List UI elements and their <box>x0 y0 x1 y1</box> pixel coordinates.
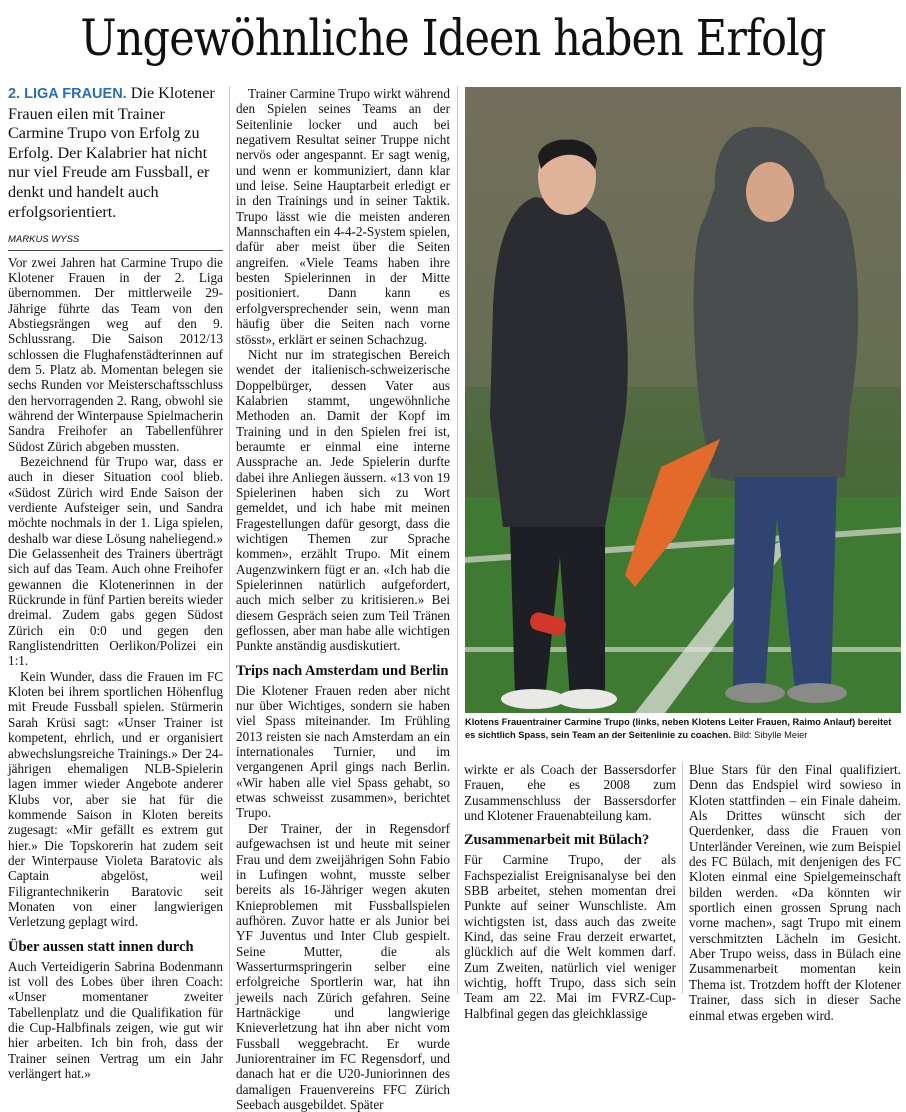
column-1 <box>8 84 223 1081</box>
photo-caption <box>465 716 901 743</box>
subheading: Zusammenarbeit mit Bülach? <box>464 832 650 849</box>
column-divider <box>457 86 458 994</box>
byline: MARKUS WYSS <box>8 232 223 250</box>
body-paragraph: Die Klotener Frauen reden aber nicht nur über Wichtiges, sondern sie haben viel Spass miteinander. Im Frühling 2013 reisten sie nach Amsterdam an ein internationales Turnier, und im vergangenen April gings nach Berlin. «Wir haben alle viel Spass gehabt, so etwas schweisst zusammen», berichtet Trupo. <box>236 682 450 821</box>
body-paragraph: Auch Verteidigerin Sabrina Bodenmann ist voll des Lobes über ihren Coach: «Unser momentaner zweiter Tabellenplatz und die Qualifikation für die Cup-Halbfinals zeigen, wie gut wir hier arbeiten. Ich bin froh, dass der Trainer seinen Vertrag um ein Jahr verlängert hat.» <box>8 958 223 1082</box>
column-divider <box>229 86 230 994</box>
body-paragraph: Bezeichnend für Trupo war, dass er auch in dieser Situation cool blieb. «Südost Zürich wird Ende Saison der verdiente Aufsteiger sein, und Sandra möchte nochmals in der 1. Liga spielen, deshalb war diese Lösung naheliegend.» Die Gelassenheit des Trainers überträgt sich auf das Team. Auch ohne Freihofer gewannen die Klotenerinnen in der Rückrunde in fünf Partien bereits wieder dreimal. Zudem gabs gegen Südost Zürich ein 0:0 und gegen den Ranglistendritten Oerlikon/Polizei ein 1:1. <box>8 453 223 669</box>
body-paragraph: Vor zwei Jahren hat Carmine Trupo die Klotener Frauen in der 2. Liga übernommen. Der mittlerweile 29-Jährige führte das Team von den Abstiegsrängen weg auf den 9. Schlussrang. Die Saison 2012/13 schlossen die Flughafenstädterinnen auf dem 5. Platz ab. Momentan belegen sie sechs Runden vor Meisterschaftsschluss den hervorragenden 2. Rang, obwohl sie während der Winterpause Spielmacherin Sandra Freihofer an Tabellenführer Südost Zürich abgeben mussten. <box>8 254 223 454</box>
column-4 <box>689 762 901 1023</box>
body-paragraph: Trainer Carmine Trupo wirkt während den Spielen seines Teams an der Seitenlinie locker und auch bei negativem Resultat seiner Truppe nicht nervös oder angespannt. Er sagt wenig, und wenn er kommuniziert, dann klar und leise. Seine Hauptarbeit erledigt er in den Trainings und in seiner Taktik. Trupo lässt wie die meisten anderen Mannschaften ein 4-4-2-System spielen, dafür aber meist über die Seiten angreifen. «Viele Teams haben ihre besten Spielerinnen in der Mitte positioniert. Dann kann es erfolgversprechender sein, wenn man häufig über die Seiten nach vorne stösst», erklärt er seinen Schachzug. <box>236 86 450 347</box>
subheading: Über aussen statt innen durch <box>8 938 194 955</box>
lead-text: Die Klotener Frauen eilen mit Trainer Carmine Trupo von Erfolg zu Erfolg. Der Kalabrier hat nicht nur viel Freude am Fussball, er denkt und handelt auch erfolgsorientiert. <box>8 84 215 221</box>
body-paragraph: Für Carmine Trupo, der als Fachspezialist Ereignisanalyse bei den SBB arbeitet, stehen momentan drei Punkte auf seiner Wunschliste. Am wichtigsten ist, dass auch das zweite Kind, das seine Frau derzeit erwartet, glücklich auf die Welt kommen darf. Zum Zweiten, natürlich viel weniger wichtig, hofft Trupo, dass sich sein Team am 22. Mai im FVRZ-Cup-Halbfinal gegen das gleichklassige <box>464 852 676 1021</box>
headline: Ungewöhnliche Ideen haben Erfolg <box>80 9 826 67</box>
body-paragraph: Nicht nur im strategischen Bereich wendet der italienisch-schweizerische Doppelbürger, dessen Vater aus Kalabrien stammt, ungewöhnliche Methoden an. Damit der Kopf im Training und in den Spielen frei ist, beraumte er einmal eine interne Aussprache an. Jede Spielerin durfte dabei ihre Anliegen äussern. «13 von 19 Spielerinen haben sich zu Wort gemeldet, und ich habe mit meinen Fragestellungen dafür gesorgt, dass die wichtigen Themen zur Sprache kommen», erzählt Trupo. Mit einem Augenzwinkern fügt er an. «Ich hab die Spielerinnen natürlich aufgefordert, auch mich selber zu kritisieren.» Bei diesem Gespräch seien zum Teil Tränen geflossen, aber man habe alle wichtigen Punkte anständig ausdiskutiert. <box>236 346 450 654</box>
body-paragraph: Der Trainer, der in Regensdorf aufgewachsen ist und heute mit seiner Frau und dem zweijährigen Sohn Fabio in Lufingen wohnt, musste selber bereits als 16-Jähriger wegen akuten Knieproblemen mit Fussballspielen aufhören. Zuvor hatte er als Junior bei YF Juventus und Inter Club gespielt. Seine Mutter, die als Wasserturmspringerin selber eine erfolgreiche Sportlerin war, hat ihn jeweils nach Zürich gefahren. Seine Hartnäckige und langwierige Knieverletzung hat ihn aber nicht vom Fussball weggebracht. Er wurde Juniorentrainer im FC Regensdorf, und danach hat er die U20-Juniorinnen des damaligen Frauenvereins FFC Zürich Seebach ausgebildet. Später <box>236 820 450 1112</box>
body-paragraph: wirkte er als Coach der Bassersdorfer Frauen, ehe es 2008 zum Zusammenschluss der Bassersdorfer und Klotener Frauenabteilung kam. <box>464 762 676 824</box>
body-paragraph: Kein Wunder, dass die Frauen im FC Kloten bei ihrem sportlichen Höhenflug mit Freude Fussball spielen. Stürmerin Sarah Krüsi sagt: «Unser Trainer ist kompetent, ehrlich, und er organisiert abwechslungsreiche Trainings.» Der 24-jährigen ehemaligen NLB-Spielerin lagen immer wieder Angebote anderer Klubs vor, aber sie hat für die kommende Saison in Kloten bereits zugesagt: «Mir gefällt es extrem gut hier.» Die Topskorerin hat zudem seit der Winterpause Violeta Baratovic als Captain abgelöst, weil Filigrantechnikerin Baratovic seit Monaten von einer langwierigen Verletzung geplagt wird. <box>8 668 223 930</box>
photo-credit: Bild: Sibylle Meier <box>733 730 808 741</box>
lead-paragraph <box>8 84 223 222</box>
column-divider <box>682 762 683 994</box>
body-paragraph: Blue Stars für den Final qualifiziert. Denn das Endspiel wird sowieso in Kloten stattfinden – ein Finale daheim. Als Drittes wünscht sich der Querdenker, dass die Frauen von Unterländer Vereinen, wie zum Beispiel des FC Bülach, mit denjenigen des FC Kloten einmal eine Spielgemeinschaft bilden werden. «Da könnten wir sportlich einen grossen Sprung nach vorne machen», sagt Trupo mit einem verschmitzten Lächeln im Gesicht. Aber Trupo weiss, dass in Bülach eine Zusammenarbeit momentan kein Thema ist. Trotzdem hofft der Klotener Trainer, dass sich in dieser Sache einmal etwas ergeben wird. <box>689 762 901 1023</box>
caption-text: Klotens Frauentrainer Carmine Trupo (links, neben Klotens Leiter Frauen, Raimo Anlauf) bereitet es sichtlich Spass, sein Team an der Seitenlinie zu coachen. <box>465 717 892 741</box>
lead-kicker: 2. LIGA FRAUEN. <box>8 86 127 102</box>
column-3 <box>464 762 676 1021</box>
subheading: Trips nach Amsterdam und Berlin <box>236 662 449 679</box>
article-photo <box>465 87 901 713</box>
column-2 <box>236 86 450 1112</box>
